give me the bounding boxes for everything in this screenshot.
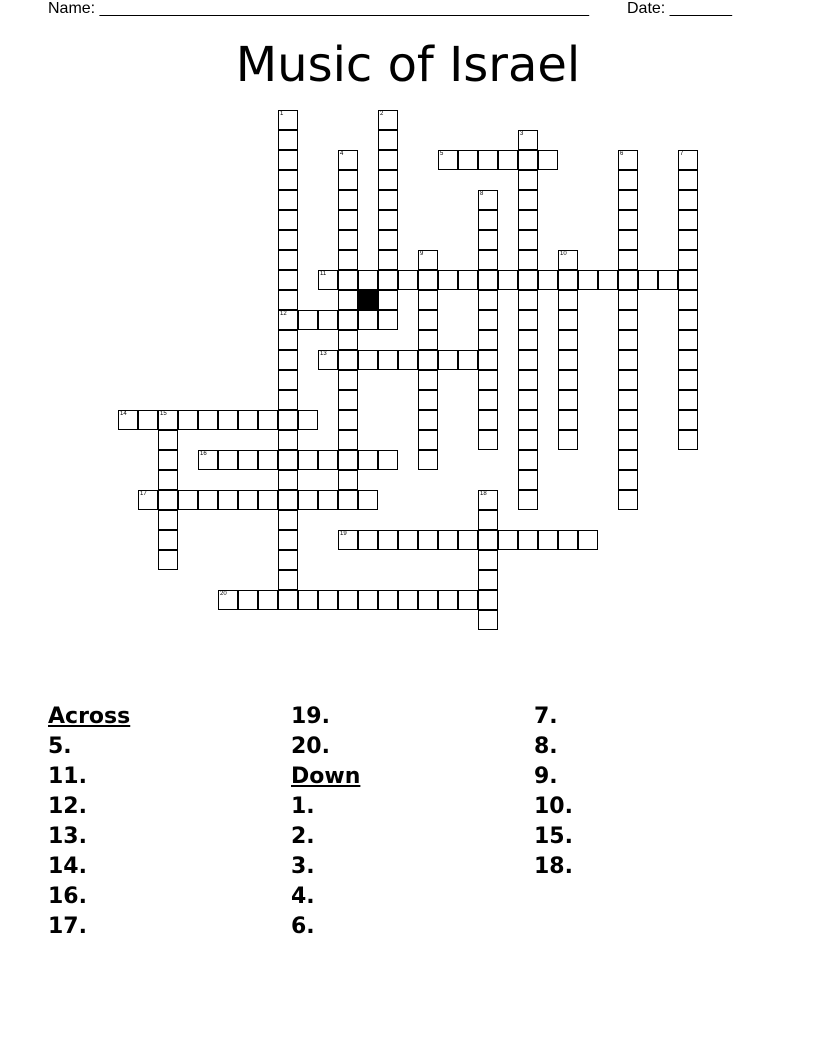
crossword-cell[interactable]: [518, 410, 538, 430]
clue-number: 5.: [48, 734, 72, 759]
crossword-cell[interactable]: [358, 350, 378, 370]
crossword-cell[interactable]: [318, 590, 338, 610]
crossword-cell[interactable]: [158, 510, 178, 530]
crossword-cell[interactable]: [538, 530, 558, 550]
cell-clue-number: 2: [380, 111, 384, 117]
crossword-cell[interactable]: [398, 270, 418, 290]
cell-clue-number: 11: [320, 271, 327, 277]
crossword-cell[interactable]: [558, 290, 578, 310]
crossword-cell[interactable]: [678, 350, 698, 370]
crossword-cell[interactable]: [318, 310, 338, 330]
clue-number: 2.: [291, 824, 315, 849]
cell-clue-number: 13: [320, 351, 327, 357]
cell-clue-number: 6: [620, 151, 624, 157]
crossword-cell[interactable]: [478, 530, 498, 550]
crossword-cell[interactable]: [478, 230, 498, 250]
crossword-black-cell: [358, 290, 378, 310]
crossword-cell[interactable]: [398, 590, 418, 610]
cell-clue-number: 9: [420, 251, 424, 257]
cell-clue-number: 14: [120, 411, 127, 417]
clue-number: 12.: [48, 794, 87, 819]
crossword-cell[interactable]: [418, 350, 438, 370]
crossword-cell[interactable]: [238, 590, 258, 610]
crossword-cell[interactable]: [478, 310, 498, 330]
crossword-cell[interactable]: [358, 530, 378, 550]
crossword-cell[interactable]: [138, 410, 158, 430]
page-title: Music of Israel: [235, 37, 581, 93]
crossword-cell[interactable]: [518, 210, 538, 230]
crossword-cell[interactable]: [478, 410, 498, 430]
crossword-cell[interactable]: [578, 530, 598, 550]
cell-clue-number: 17: [140, 491, 147, 497]
crossword-cell[interactable]: [338, 150, 358, 170]
crossword-cell[interactable]: [678, 310, 698, 330]
crossword-cell[interactable]: [298, 450, 318, 470]
crossword-cell[interactable]: [678, 290, 698, 310]
crossword-cell[interactable]: [478, 350, 498, 370]
crossword-cell[interactable]: [438, 530, 458, 550]
crossword-cell[interactable]: [338, 350, 358, 370]
crossword-cell[interactable]: [618, 490, 638, 510]
crossword-cell[interactable]: [258, 450, 278, 470]
crossword-cell[interactable]: [618, 150, 638, 170]
crossword-cell[interactable]: [278, 330, 298, 350]
crossword-cell[interactable]: [618, 430, 638, 450]
cell-clue-number: 7: [680, 151, 684, 157]
crossword-cell[interactable]: [558, 330, 578, 350]
crossword-cell[interactable]: [378, 210, 398, 230]
crossword-cell[interactable]: [338, 250, 358, 270]
crossword-cell[interactable]: [338, 450, 358, 470]
crossword-cell[interactable]: [478, 150, 498, 170]
crossword-cell[interactable]: [398, 350, 418, 370]
crossword-cell[interactable]: [418, 250, 438, 270]
crossword-cell[interactable]: [378, 530, 398, 550]
crossword-cell[interactable]: [378, 190, 398, 210]
crossword-cell[interactable]: [178, 410, 198, 430]
crossword-cell[interactable]: [378, 450, 398, 470]
crossword-cell[interactable]: [378, 250, 398, 270]
crossword-cell[interactable]: [238, 410, 258, 430]
clue-number: 14.: [48, 854, 87, 879]
crossword-cell[interactable]: [518, 130, 538, 150]
crossword-cell[interactable]: [418, 590, 438, 610]
crossword-cell[interactable]: [338, 530, 358, 550]
crossword-cell[interactable]: [478, 390, 498, 410]
crossword-cell[interactable]: [158, 470, 178, 490]
across-heading: Across: [48, 704, 131, 729]
clue-number: 17.: [48, 914, 87, 939]
crossword-cell[interactable]: [358, 310, 378, 330]
crossword-cell[interactable]: [618, 370, 638, 390]
crossword-cell[interactable]: [278, 270, 298, 290]
crossword-cell[interactable]: [198, 410, 218, 430]
crossword-cell[interactable]: [678, 150, 698, 170]
crossword-cell[interactable]: [378, 150, 398, 170]
crossword-cell[interactable]: [658, 270, 678, 290]
crossword-cell[interactable]: [378, 110, 398, 130]
cell-clue-number: 10: [560, 251, 567, 257]
crossword-cell[interactable]: [278, 190, 298, 210]
crossword-cell[interactable]: [518, 170, 538, 190]
clue-number: 9.: [534, 764, 558, 789]
crossword-cell[interactable]: [478, 550, 498, 570]
crossword-cell[interactable]: [478, 190, 498, 210]
crossword-cell[interactable]: [558, 530, 578, 550]
crossword-cell[interactable]: [478, 330, 498, 350]
crossword-cell[interactable]: [338, 230, 358, 250]
crossword-cell[interactable]: [198, 450, 218, 470]
crossword-cell[interactable]: [678, 210, 698, 230]
crossword-cell[interactable]: [338, 370, 358, 390]
crossword-cell[interactable]: [518, 290, 538, 310]
crossword-cell[interactable]: [218, 590, 238, 610]
crossword-cell[interactable]: [338, 430, 358, 450]
clue-number: 13.: [48, 824, 87, 849]
crossword-cell[interactable]: [358, 270, 378, 290]
crossword-cell[interactable]: [338, 310, 358, 330]
crossword-cell[interactable]: [278, 530, 298, 550]
crossword-cell[interactable]: [278, 390, 298, 410]
crossword-cell[interactable]: [618, 410, 638, 430]
crossword-cell[interactable]: [478, 210, 498, 230]
crossword-cell[interactable]: [558, 410, 578, 430]
crossword-cell[interactable]: [618, 450, 638, 470]
crossword-cell[interactable]: [358, 450, 378, 470]
cell-clue-number: 15: [160, 411, 167, 417]
crossword-cell[interactable]: [218, 410, 238, 430]
clue-column-3: [534, 702, 573, 882]
cell-clue-number: 8: [480, 191, 484, 197]
crossword-cell[interactable]: [278, 510, 298, 530]
clue-number: 18.: [534, 854, 573, 879]
crossword-cell[interactable]: [478, 430, 498, 450]
clue-number: 3.: [291, 854, 315, 879]
crossword-cell[interactable]: [478, 250, 498, 270]
clue-number: 4.: [291, 884, 315, 909]
cell-clue-number: 18: [480, 491, 487, 497]
crossword-cell[interactable]: [518, 150, 538, 170]
clue-number: 19.: [291, 704, 330, 729]
crossword-cell[interactable]: [278, 570, 298, 590]
crossword-cell[interactable]: [558, 390, 578, 410]
crossword-cell[interactable]: [278, 350, 298, 370]
clue-number: 11.: [48, 764, 87, 789]
crossword-cell[interactable]: [518, 370, 538, 390]
crossword-cell[interactable]: [678, 250, 698, 270]
crossword-cell[interactable]: [278, 250, 298, 270]
crossword-cell[interactable]: [278, 310, 298, 330]
crossword-cell[interactable]: [418, 330, 438, 350]
crossword-cell[interactable]: [678, 330, 698, 350]
cell-clue-number: 1: [280, 111, 284, 117]
crossword-cell[interactable]: [618, 250, 638, 270]
crossword-cell[interactable]: [318, 350, 338, 370]
crossword-cell[interactable]: [618, 210, 638, 230]
crossword-cell[interactable]: [678, 270, 698, 290]
crossword-cell[interactable]: [338, 410, 358, 430]
crossword-cell[interactable]: [618, 390, 638, 410]
crossword-cell[interactable]: [678, 430, 698, 450]
crossword-cell[interactable]: [118, 410, 138, 430]
crossword-cell[interactable]: [318, 450, 338, 470]
crossword-cell[interactable]: [298, 590, 318, 610]
crossword-cell[interactable]: [558, 250, 578, 270]
crossword-cell[interactable]: [418, 290, 438, 310]
crossword-cell[interactable]: [518, 490, 538, 510]
crossword-cell[interactable]: [618, 470, 638, 490]
crossword-cell[interactable]: [278, 370, 298, 390]
crossword-cell[interactable]: [378, 590, 398, 610]
clue-number: 20.: [291, 734, 330, 759]
crossword-cell[interactable]: [498, 150, 518, 170]
crossword-cell[interactable]: [558, 430, 578, 450]
crossword-cell[interactable]: [458, 590, 478, 610]
crossword-cell[interactable]: [558, 270, 578, 290]
crossword-cell[interactable]: [518, 230, 538, 250]
crossword-cell[interactable]: [378, 270, 398, 290]
crossword-cell[interactable]: [198, 490, 218, 510]
crossword-cell[interactable]: [178, 490, 198, 510]
crossword-cell[interactable]: [278, 290, 298, 310]
crossword-cell[interactable]: [478, 510, 498, 530]
crossword-cell[interactable]: [618, 350, 638, 370]
crossword-cell[interactable]: [498, 530, 518, 550]
crossword-cell[interactable]: [278, 110, 298, 130]
crossword-cell[interactable]: [218, 450, 238, 470]
clue-number: 1.: [291, 794, 315, 819]
crossword-cell[interactable]: [678, 370, 698, 390]
crossword-cell[interactable]: [278, 470, 298, 490]
crossword-cell[interactable]: [618, 330, 638, 350]
crossword-cell[interactable]: [278, 590, 298, 610]
crossword-cell[interactable]: [438, 350, 458, 370]
crossword-cell[interactable]: [418, 410, 438, 430]
crossword-cell[interactable]: [618, 230, 638, 250]
crossword-cell[interactable]: [278, 230, 298, 250]
crossword-cell[interactable]: [418, 390, 438, 410]
crossword-cell[interactable]: [338, 290, 358, 310]
crossword-cell[interactable]: [378, 310, 398, 330]
cell-clue-number: 20: [220, 591, 227, 597]
crossword-cell[interactable]: [478, 370, 498, 390]
crossword-cell[interactable]: [418, 530, 438, 550]
crossword-cell[interactable]: [158, 430, 178, 450]
crossword-cell[interactable]: [278, 130, 298, 150]
crossword-cell[interactable]: [678, 390, 698, 410]
crossword-cell[interactable]: [158, 530, 178, 550]
crossword-cell[interactable]: [518, 390, 538, 410]
crossword-cell[interactable]: [418, 430, 438, 450]
clue-number: 8.: [534, 734, 558, 759]
clue-column-2: [291, 702, 360, 942]
crossword-cell[interactable]: [438, 150, 458, 170]
crossword-cell[interactable]: [558, 370, 578, 390]
cell-clue-number: 4: [340, 151, 344, 157]
crossword-cell[interactable]: [518, 250, 538, 270]
crossword-cell[interactable]: [558, 310, 578, 330]
crossword-cell[interactable]: [338, 590, 358, 610]
clue-number: 6.: [291, 914, 315, 939]
crossword-cell[interactable]: [338, 490, 358, 510]
crossword-cell[interactable]: [478, 610, 498, 630]
crossword-cell[interactable]: [258, 490, 278, 510]
crossword-cell[interactable]: [518, 270, 538, 290]
crossword-cell[interactable]: [258, 590, 278, 610]
crossword-cell[interactable]: [378, 170, 398, 190]
crossword-cell[interactable]: [318, 490, 338, 510]
crossword-cell[interactable]: [498, 270, 518, 290]
crossword-cell[interactable]: [378, 230, 398, 250]
crossword-cell[interactable]: [458, 150, 478, 170]
crossword-cell[interactable]: [478, 270, 498, 290]
crossword-cell[interactable]: [158, 550, 178, 570]
crossword-cell[interactable]: [638, 270, 658, 290]
date-field-label: Date: _______: [627, 0, 732, 17]
cell-clue-number: 16: [200, 451, 207, 457]
crossword-cell[interactable]: [518, 330, 538, 350]
clue-number: 15.: [534, 824, 573, 849]
crossword-cell[interactable]: [338, 470, 358, 490]
crossword-cell[interactable]: [418, 270, 438, 290]
crossword-cell[interactable]: [618, 270, 638, 290]
crossword-cell[interactable]: [238, 450, 258, 470]
crossword-cell[interactable]: [278, 150, 298, 170]
crossword-cell[interactable]: [158, 490, 178, 510]
crossword-cell[interactable]: [298, 310, 318, 330]
clue-number: 10.: [534, 794, 573, 819]
crossword-cell[interactable]: [458, 270, 478, 290]
crossword-cell[interactable]: [518, 190, 538, 210]
crossword-cell[interactable]: [138, 490, 158, 510]
crossword-cell[interactable]: [298, 490, 318, 510]
cell-clue-number: 3: [520, 131, 524, 137]
crossword-cell[interactable]: [438, 590, 458, 610]
crossword-cell[interactable]: [558, 350, 578, 370]
crossword-cell[interactable]: [678, 230, 698, 250]
crossword-cell[interactable]: [518, 350, 538, 370]
crossword-cell[interactable]: [338, 270, 358, 290]
crossword-cell[interactable]: [278, 430, 298, 450]
crossword-cell[interactable]: [338, 170, 358, 190]
crossword-cell[interactable]: [518, 310, 538, 330]
crossword-cell[interactable]: [318, 270, 338, 290]
crossword-cell[interactable]: [578, 270, 598, 290]
cell-clue-number: 5: [440, 151, 444, 157]
crossword-cell[interactable]: [278, 490, 298, 510]
crossword-cell[interactable]: [478, 570, 498, 590]
crossword-cell[interactable]: [678, 410, 698, 430]
crossword-cell[interactable]: [478, 590, 498, 610]
crossword-cell[interactable]: [618, 310, 638, 330]
crossword-cell[interactable]: [278, 210, 298, 230]
crossword-cell[interactable]: [218, 490, 238, 510]
crossword-cell[interactable]: [418, 310, 438, 330]
crossword-cell[interactable]: [338, 330, 358, 350]
crossword-cell[interactable]: [478, 490, 498, 510]
crossword-cell[interactable]: [418, 450, 438, 470]
name-field-label: Name: _______________________________________________________: [48, 0, 589, 17]
crossword-cell[interactable]: [378, 130, 398, 150]
crossword-cell[interactable]: [378, 290, 398, 310]
down-heading: Down: [291, 764, 361, 789]
crossword-cell[interactable]: [378, 350, 398, 370]
crossword-cell[interactable]: [158, 450, 178, 470]
crossword-cell[interactable]: [278, 450, 298, 470]
crossword-cell[interactable]: [678, 170, 698, 190]
crossword-cell[interactable]: [598, 270, 618, 290]
crossword-cell[interactable]: [678, 190, 698, 210]
clue-column-1: [48, 702, 130, 942]
crossword-cell[interactable]: [618, 170, 638, 190]
crossword-cell[interactable]: [278, 170, 298, 190]
crossword-cell[interactable]: [618, 290, 638, 310]
crossword-cell[interactable]: [518, 530, 538, 550]
crossword-cell[interactable]: [278, 550, 298, 570]
crossword-cell[interactable]: [338, 190, 358, 210]
crossword-cell[interactable]: [518, 470, 538, 490]
crossword-cell[interactable]: [258, 410, 278, 430]
crossword-cell[interactable]: [398, 530, 418, 550]
crossword-cell[interactable]: [538, 150, 558, 170]
crossword-cell[interactable]: [238, 490, 258, 510]
crossword-cell[interactable]: [338, 390, 358, 410]
crossword-cell[interactable]: [278, 410, 298, 430]
crossword-cell[interactable]: [538, 270, 558, 290]
crossword-cell[interactable]: [518, 450, 538, 470]
crossword-cell[interactable]: [518, 430, 538, 450]
cell-clue-number: 12: [280, 311, 287, 317]
crossword-cell[interactable]: [458, 350, 478, 370]
crossword-cell[interactable]: [358, 590, 378, 610]
crossword-cell[interactable]: [438, 270, 458, 290]
crossword-cell[interactable]: [618, 190, 638, 210]
crossword-cell[interactable]: [458, 530, 478, 550]
crossword-cell[interactable]: [418, 370, 438, 390]
crossword-cell[interactable]: [358, 490, 378, 510]
clue-number: 16.: [48, 884, 87, 909]
crossword-cell[interactable]: [158, 410, 178, 430]
crossword-cell[interactable]: [478, 290, 498, 310]
crossword-cell[interactable]: [298, 410, 318, 430]
crossword-cell[interactable]: [338, 210, 358, 230]
clue-number: 7.: [534, 704, 558, 729]
cell-clue-number: 19: [340, 531, 347, 537]
